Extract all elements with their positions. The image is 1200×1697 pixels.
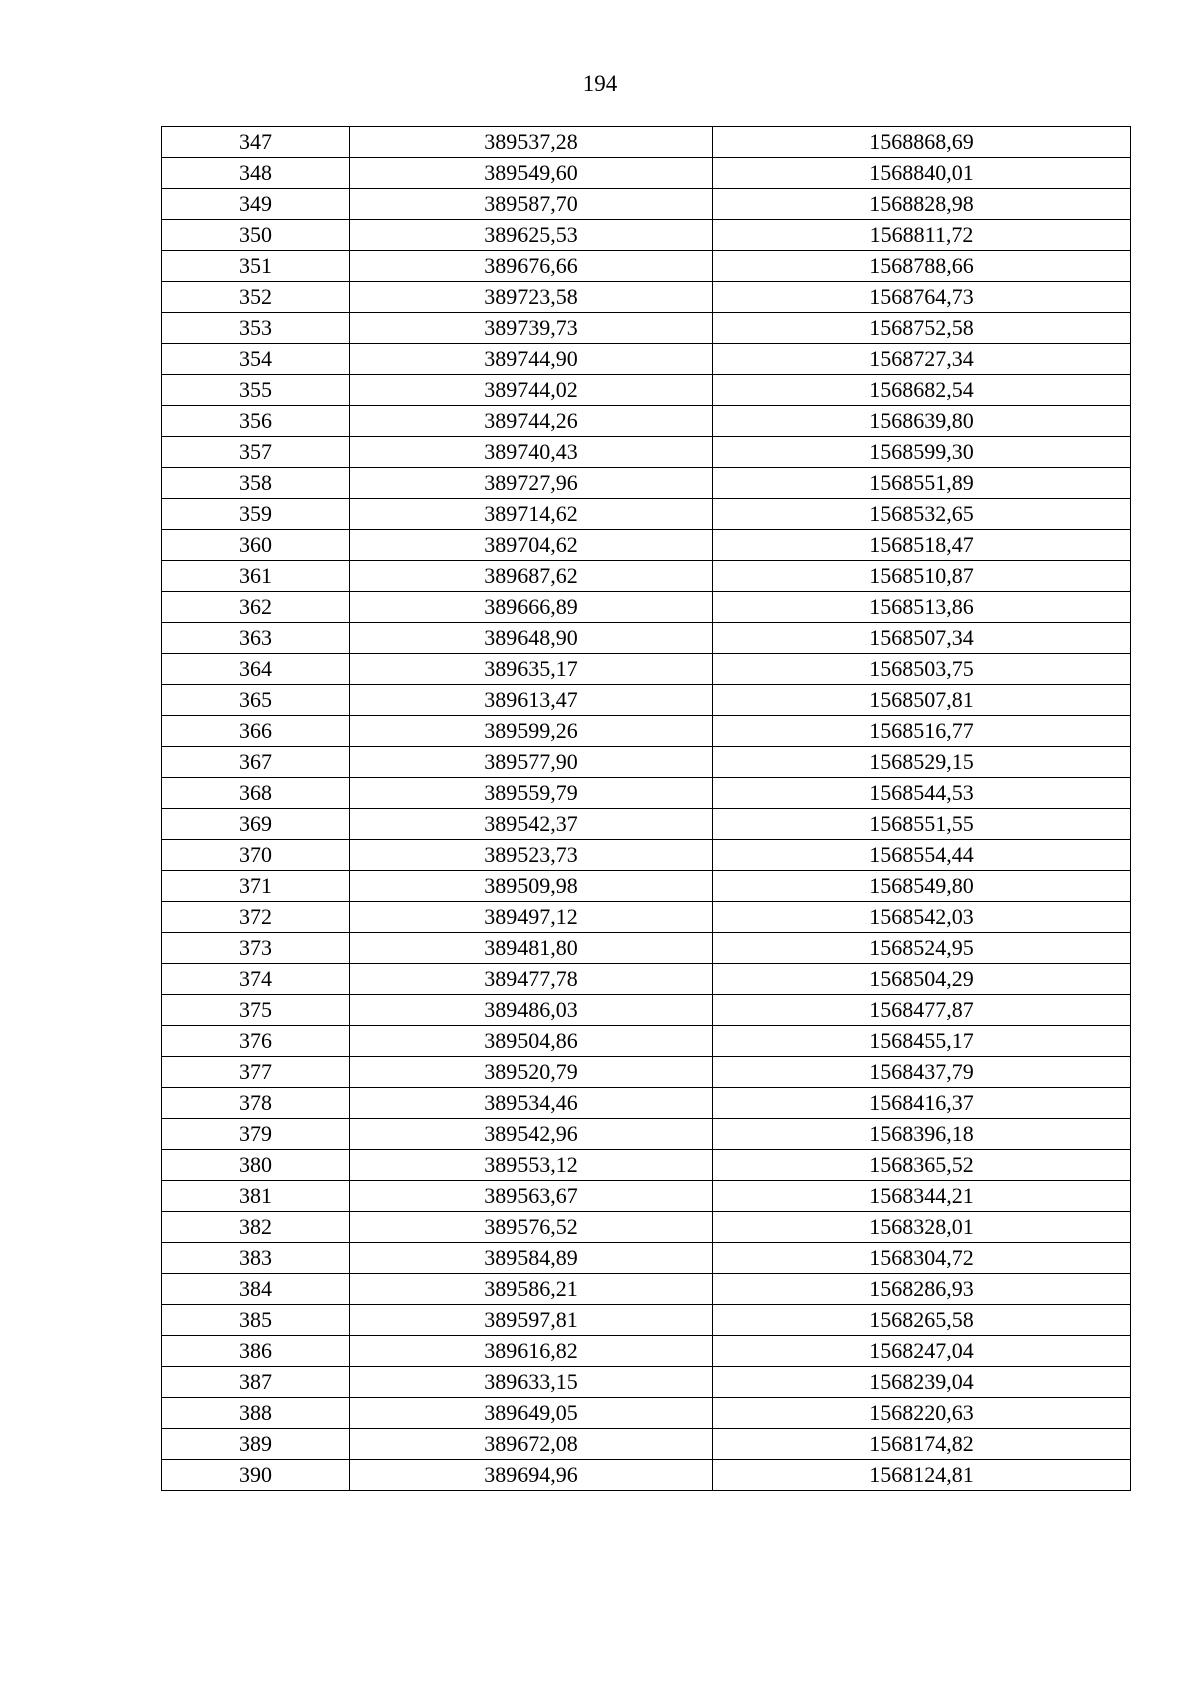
x-coordinate-cell: 389497,12 [350, 902, 713, 933]
y-coordinate-cell: 1568504,29 [713, 964, 1131, 995]
table-row [162, 871, 1131, 902]
y-coordinate-cell: 1568764,73 [713, 282, 1131, 313]
table-row [162, 1212, 1131, 1243]
x-coordinate-cell: 389509,98 [350, 871, 713, 902]
y-coordinate-cell: 1568503,75 [713, 654, 1131, 685]
table-row [162, 716, 1131, 747]
point-number-cell: 370 [162, 840, 350, 871]
x-coordinate-cell: 389694,96 [350, 1460, 713, 1491]
table-row [162, 964, 1131, 995]
x-coordinate-cell: 389676,66 [350, 251, 713, 282]
y-coordinate-cell: 1568304,72 [713, 1243, 1131, 1274]
point-number-cell: 371 [162, 871, 350, 902]
y-coordinate-cell: 1568554,44 [713, 840, 1131, 871]
table-row [162, 220, 1131, 251]
y-coordinate-cell: 1568599,30 [713, 437, 1131, 468]
y-coordinate-cell: 1568544,53 [713, 778, 1131, 809]
x-coordinate-cell: 389553,12 [350, 1150, 713, 1181]
y-coordinate-cell: 1568286,93 [713, 1274, 1131, 1305]
y-coordinate-cell: 1568174,82 [713, 1429, 1131, 1460]
x-coordinate-cell: 389576,52 [350, 1212, 713, 1243]
point-number-cell: 377 [162, 1057, 350, 1088]
table-row [162, 747, 1131, 778]
point-number-cell: 382 [162, 1212, 350, 1243]
y-coordinate-cell: 1568124,81 [713, 1460, 1131, 1491]
y-coordinate-cell: 1568752,58 [713, 313, 1131, 344]
x-coordinate-cell: 389649,05 [350, 1398, 713, 1429]
y-coordinate-cell: 1568639,80 [713, 406, 1131, 437]
x-coordinate-cell: 389534,46 [350, 1088, 713, 1119]
x-coordinate-cell: 389648,90 [350, 623, 713, 654]
point-number-cell: 387 [162, 1367, 350, 1398]
x-coordinate-cell: 389504,86 [350, 1026, 713, 1057]
table-row [162, 809, 1131, 840]
table-row [162, 1336, 1131, 1367]
point-number-cell: 367 [162, 747, 350, 778]
y-coordinate-cell: 1568507,34 [713, 623, 1131, 654]
point-number-cell: 374 [162, 964, 350, 995]
table-row [162, 344, 1131, 375]
point-number-cell: 384 [162, 1274, 350, 1305]
y-coordinate-cell: 1568542,03 [713, 902, 1131, 933]
point-number-cell: 365 [162, 685, 350, 716]
x-coordinate-cell: 389666,89 [350, 592, 713, 623]
y-coordinate-cell: 1568416,37 [713, 1088, 1131, 1119]
table-row [162, 189, 1131, 220]
y-coordinate-cell: 1568265,58 [713, 1305, 1131, 1336]
table-row [162, 127, 1131, 158]
x-coordinate-cell: 389633,15 [350, 1367, 713, 1398]
x-coordinate-cell: 389597,81 [350, 1305, 713, 1336]
point-number-cell: 348 [162, 158, 350, 189]
y-coordinate-cell: 1568524,95 [713, 933, 1131, 964]
point-number-cell: 380 [162, 1150, 350, 1181]
coordinates-table [161, 126, 1131, 1491]
point-number-cell: 349 [162, 189, 350, 220]
table-row [162, 1367, 1131, 1398]
table-row [162, 685, 1131, 716]
point-number-cell: 366 [162, 716, 350, 747]
table-row [162, 1057, 1131, 1088]
point-number-cell: 378 [162, 1088, 350, 1119]
point-number-cell: 369 [162, 809, 350, 840]
point-number-cell: 359 [162, 499, 350, 530]
y-coordinate-cell: 1568455,17 [713, 1026, 1131, 1057]
table-row [162, 623, 1131, 654]
x-coordinate-cell: 389727,96 [350, 468, 713, 499]
x-coordinate-cell: 389542,37 [350, 809, 713, 840]
y-coordinate-cell: 1568507,81 [713, 685, 1131, 716]
table-row [162, 313, 1131, 344]
y-coordinate-cell: 1568477,87 [713, 995, 1131, 1026]
x-coordinate-cell: 389584,89 [350, 1243, 713, 1274]
point-number-cell: 360 [162, 530, 350, 561]
point-number-cell: 361 [162, 561, 350, 592]
page-number: 194 [582, 71, 618, 96]
y-coordinate-cell: 1568828,98 [713, 189, 1131, 220]
point-number-cell: 390 [162, 1460, 350, 1491]
table-row [162, 468, 1131, 499]
table-row [162, 251, 1131, 282]
table-row [162, 1119, 1131, 1150]
y-coordinate-cell: 1568868,69 [713, 127, 1131, 158]
point-number-cell: 350 [162, 220, 350, 251]
x-coordinate-cell: 389477,78 [350, 964, 713, 995]
y-coordinate-cell: 1568532,65 [713, 499, 1131, 530]
point-number-cell: 357 [162, 437, 350, 468]
x-coordinate-cell: 389744,02 [350, 375, 713, 406]
table-row [162, 406, 1131, 437]
point-number-cell: 381 [162, 1181, 350, 1212]
point-number-cell: 347 [162, 127, 350, 158]
point-number-cell: 383 [162, 1243, 350, 1274]
y-coordinate-cell: 1568529,15 [713, 747, 1131, 778]
table-row [162, 840, 1131, 871]
point-number-cell: 352 [162, 282, 350, 313]
table-row [162, 1460, 1131, 1491]
x-coordinate-cell: 389486,03 [350, 995, 713, 1026]
y-coordinate-cell: 1568788,66 [713, 251, 1131, 282]
x-coordinate-cell: 389563,67 [350, 1181, 713, 1212]
x-coordinate-cell: 389739,73 [350, 313, 713, 344]
x-coordinate-cell: 389481,80 [350, 933, 713, 964]
x-coordinate-cell: 389714,62 [350, 499, 713, 530]
table-row [162, 592, 1131, 623]
point-number-cell: 363 [162, 623, 350, 654]
x-coordinate-cell: 389687,62 [350, 561, 713, 592]
point-number-cell: 358 [162, 468, 350, 499]
table-row [162, 1150, 1131, 1181]
point-number-cell: 368 [162, 778, 350, 809]
x-coordinate-cell: 389523,73 [350, 840, 713, 871]
y-coordinate-cell: 1568551,89 [713, 468, 1131, 499]
x-coordinate-cell: 389613,47 [350, 685, 713, 716]
table-row [162, 1305, 1131, 1336]
coordinates-table-body [162, 127, 1131, 1491]
point-number-cell: 376 [162, 1026, 350, 1057]
y-coordinate-cell: 1568239,04 [713, 1367, 1131, 1398]
x-coordinate-cell: 389542,96 [350, 1119, 713, 1150]
point-number-cell: 364 [162, 654, 350, 685]
x-coordinate-cell: 389537,28 [350, 127, 713, 158]
y-coordinate-cell: 1568513,86 [713, 592, 1131, 623]
y-coordinate-cell: 1568437,79 [713, 1057, 1131, 1088]
x-coordinate-cell: 389744,26 [350, 406, 713, 437]
table-row [162, 654, 1131, 685]
table-row [162, 561, 1131, 592]
point-number-cell: 373 [162, 933, 350, 964]
table-row [162, 933, 1131, 964]
point-number-cell: 379 [162, 1119, 350, 1150]
table-row [162, 282, 1131, 313]
table-row [162, 1181, 1131, 1212]
x-coordinate-cell: 389723,58 [350, 282, 713, 313]
point-number-cell: 388 [162, 1398, 350, 1429]
table-row [162, 1026, 1131, 1057]
point-number-cell: 355 [162, 375, 350, 406]
y-coordinate-cell: 1568365,52 [713, 1150, 1131, 1181]
point-number-cell: 372 [162, 902, 350, 933]
x-coordinate-cell: 389616,82 [350, 1336, 713, 1367]
x-coordinate-cell: 389744,90 [350, 344, 713, 375]
table-row [162, 1274, 1131, 1305]
table-row [162, 778, 1131, 809]
x-coordinate-cell: 389520,79 [350, 1057, 713, 1088]
table-row [162, 375, 1131, 406]
point-number-cell: 354 [162, 344, 350, 375]
table-row [162, 1088, 1131, 1119]
point-number-cell: 362 [162, 592, 350, 623]
y-coordinate-cell: 1568811,72 [713, 220, 1131, 251]
y-coordinate-cell: 1568510,87 [713, 561, 1131, 592]
point-number-cell: 386 [162, 1336, 350, 1367]
y-coordinate-cell: 1568840,01 [713, 158, 1131, 189]
y-coordinate-cell: 1568518,47 [713, 530, 1131, 561]
table-row [162, 437, 1131, 468]
x-coordinate-cell: 389587,70 [350, 189, 713, 220]
table-row [162, 1429, 1131, 1460]
point-number-cell: 356 [162, 406, 350, 437]
x-coordinate-cell: 389577,90 [350, 747, 713, 778]
y-coordinate-cell: 1568549,80 [713, 871, 1131, 902]
x-coordinate-cell: 389549,60 [350, 158, 713, 189]
x-coordinate-cell: 389704,62 [350, 530, 713, 561]
point-number-cell: 385 [162, 1305, 350, 1336]
table-row [162, 995, 1131, 1026]
table-row [162, 158, 1131, 189]
table-row [162, 1398, 1131, 1429]
x-coordinate-cell: 389672,08 [350, 1429, 713, 1460]
table-row [162, 530, 1131, 561]
y-coordinate-cell: 1568727,34 [713, 344, 1131, 375]
point-number-cell: 351 [162, 251, 350, 282]
x-coordinate-cell: 389635,17 [350, 654, 713, 685]
y-coordinate-cell: 1568396,18 [713, 1119, 1131, 1150]
x-coordinate-cell: 389599,26 [350, 716, 713, 747]
y-coordinate-cell: 1568247,04 [713, 1336, 1131, 1367]
point-number-cell: 389 [162, 1429, 350, 1460]
y-coordinate-cell: 1568516,77 [713, 716, 1131, 747]
point-number-cell: 375 [162, 995, 350, 1026]
table-row [162, 499, 1131, 530]
x-coordinate-cell: 389559,79 [350, 778, 713, 809]
x-coordinate-cell: 389586,21 [350, 1274, 713, 1305]
y-coordinate-cell: 1568328,01 [713, 1212, 1131, 1243]
y-coordinate-cell: 1568682,54 [713, 375, 1131, 406]
y-coordinate-cell: 1568344,21 [713, 1181, 1131, 1212]
x-coordinate-cell: 389740,43 [350, 437, 713, 468]
table-row [162, 902, 1131, 933]
y-coordinate-cell: 1568220,63 [713, 1398, 1131, 1429]
x-coordinate-cell: 389625,53 [350, 220, 713, 251]
table-row [162, 1243, 1131, 1274]
y-coordinate-cell: 1568551,55 [713, 809, 1131, 840]
point-number-cell: 353 [162, 313, 350, 344]
